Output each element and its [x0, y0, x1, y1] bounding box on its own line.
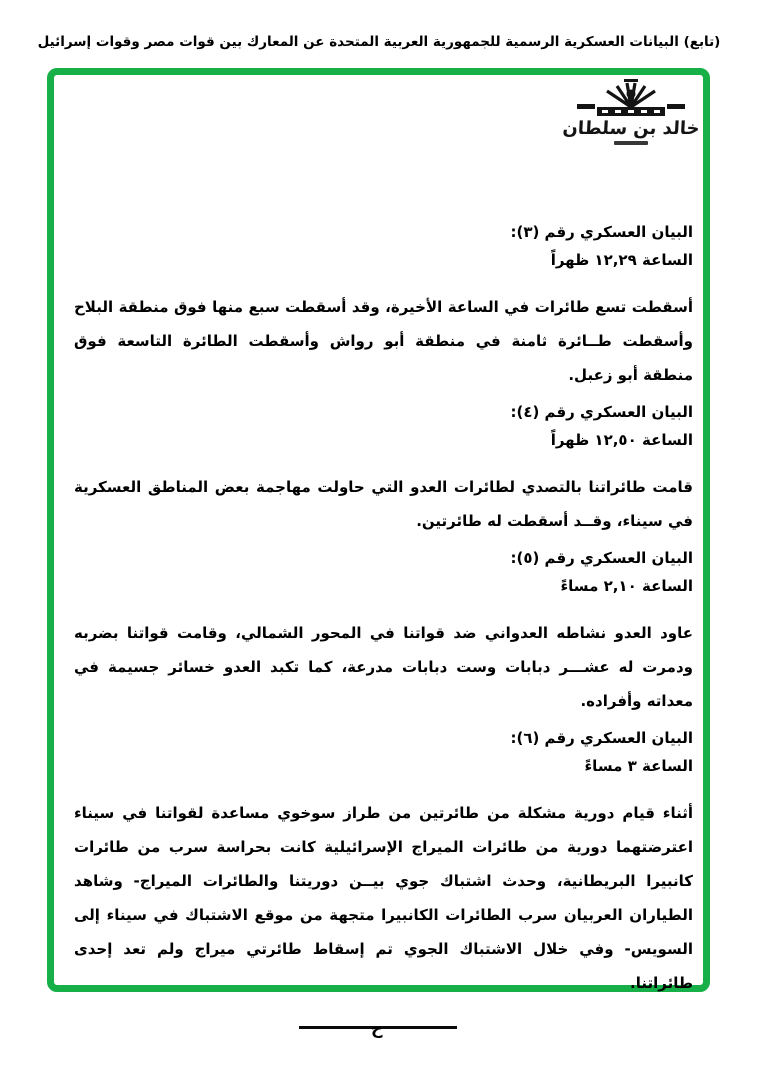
- bulletin-time: الساعة ٣ مساءً: [584, 757, 693, 775]
- page-header-title: (تابع) البيانات العسكرية الرسمية للجمهورية العربية المتحدة عن المعارك بين قوات مصر وقوات إسرائيل: [37, 34, 721, 50]
- bulletin-3: [74, 218, 693, 392]
- bulletin-6: [74, 724, 693, 1000]
- bulletin-heading: البيان العسكري رقم (٥):: [510, 549, 693, 567]
- document-frame: [47, 68, 710, 992]
- bulletins-column: [54, 75, 703, 1029]
- bulletin-body: قامت طائراتنا بالتصدي لطائرات العدو التي حاولت مهاجمة بعض المناطق العسكرية في سيناء، وقــد أسقطت له طائرتين.: [74, 478, 693, 530]
- bulletin-time: الساعة ١٢,٥٠ ظهراً: [550, 431, 693, 449]
- bulletin-body: أثناء قيام دورية مشكلة من طائرتين من طراز سوخوي مساعدة لقواتنا في سيناء اعترضتهما دورية من طائرات الميراج الإسرائيلية كانت بحراسة سرب من طائرات كانبيرا البريطانية، وحدث اشتباك جوي بيــن دوريتنا والطائرات الميراج- وشاهد الطياران العربيان سرب الطائرات الكانبيرا متجهة من موقع الاشتباك في سيناء إلى السويس- وفي خلال الاشتباك الجوي تم إسقاط طائرتي ميراج ولم تعد إحدى طائراتنا.: [74, 804, 693, 992]
- bulletin-time: الساعة ١٢,٢٩ ظهراً: [550, 251, 693, 269]
- bulletin-body: عاود العدو نشاطه العدواني ضد قواتنا في المحور الشمالي، وقامت قواتنا بضربه ودمرت له عشـــر دبابات وست دبابات مدرعة، كما تكبد العدو خسائر جسيمة في معداته وأفراده.: [74, 624, 693, 710]
- stamp-name-text: خالد بن سلطان: [561, 118, 701, 139]
- bulletin-heading: البيان العسكري رقم (٤):: [510, 403, 693, 421]
- bulletin-heading: البيان العسكري رقم (٣):: [510, 223, 693, 241]
- bulletin-time: الساعة ٢,١٠ مساءً: [560, 577, 693, 595]
- bulletin-4: [74, 398, 693, 538]
- bulletin-body: أسقطت تسع طائرات في الساعة الأخيرة، وقد أسقطت سبع منها فوق منطقة البلاح وأسقطت طــائرة ثامنة في منطقة أبو رواش وأسقطت الطائرة التاسعة فوق منطقة أبو زعبل.: [74, 298, 693, 384]
- page-number-mark: ح: [371, 1019, 383, 1038]
- bulletin-5: [74, 544, 693, 718]
- bulletin-heading: البيان العسكري رقم (٦):: [510, 729, 693, 747]
